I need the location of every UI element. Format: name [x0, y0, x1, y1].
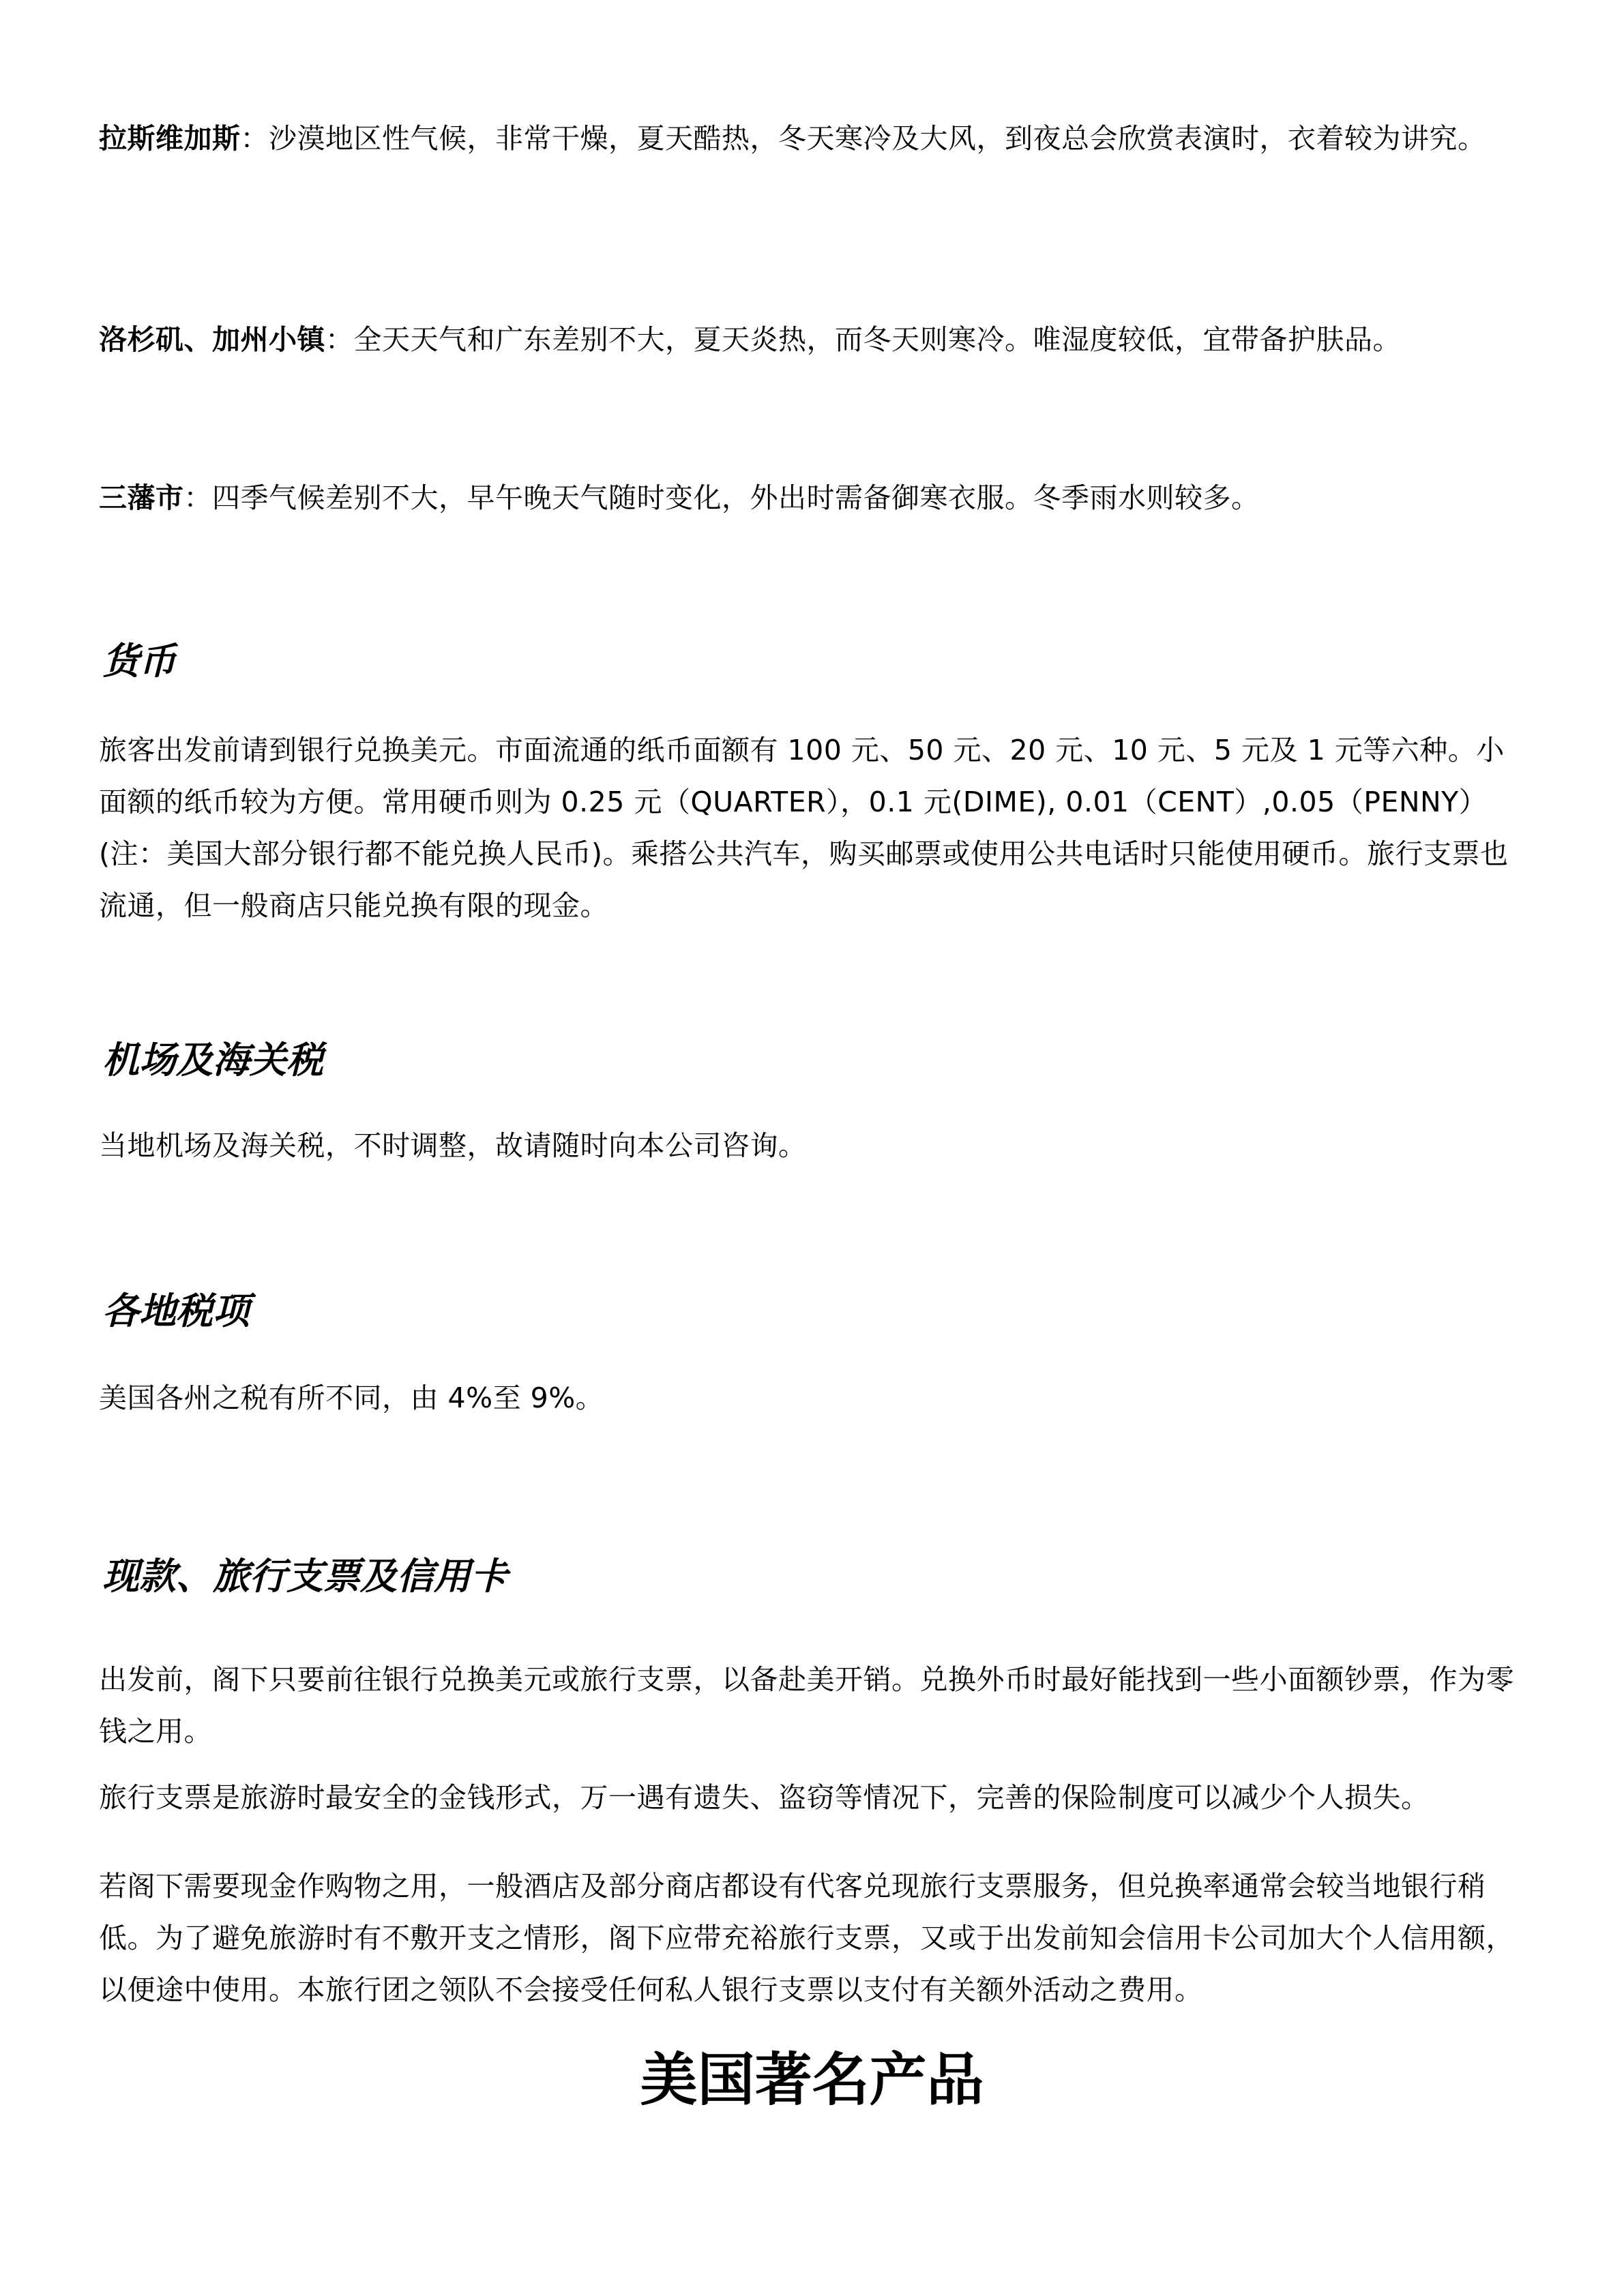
climate-los-angeles: [99, 314, 1524, 366]
city-name-las-vegas: 拉斯维加斯: [99, 122, 241, 155]
cash-cheques-paragraph-2: 旅行支票是旅游时最安全的金钱形式，万一遇有遗失、盗窃等情况下，完善的保险制度可以减少个人损失。: [99, 1781, 1430, 1814]
heading-cash-cheques: 现款、旅行支票及信用卡: [102, 1555, 507, 1598]
climate-text-los-angeles: ：全天天气和广东差别不大，夏天炎热，而冬天则寒冷。唯湿度较低，宜带备护肤品。: [325, 323, 1401, 356]
climate-las-vegas: [99, 113, 1524, 164]
heading-local-tax: 各地税项: [102, 1289, 250, 1332]
climate-text-san-francisco: ：四季气候差别不大，早午晚天气随时变化，外出时需备御寒衣服。冬季雨水则较多。: [183, 481, 1260, 514]
heading-airport-tax: 机场及海关税: [102, 1039, 323, 1082]
heading-currency: 货币: [102, 640, 176, 683]
local-tax-paragraph: 美国各州之税有所不同，由 4%至 9%。: [99, 1382, 604, 1414]
climate-san-francisco: [99, 472, 1524, 524]
cash-cheques-paragraph-1: 出发前，阁下只要前往银行兑换美元或旅行支票，以备赴美开销。兑换外币时最好能找到一些小面额钞票，作为零钱之用。: [99, 1663, 1514, 1748]
section-title-famous-products: 美国著名产品: [640, 2046, 984, 2113]
city-name-los-angeles: 洛杉矶、加州小镇: [99, 323, 325, 356]
currency-paragraph: 旅客出发前请到银行兑换美元。市面流通的纸币面额有 100 元、50 元、20 元、10 元、5 元及 1 元等六种。小面额的纸币较为方便。常用硬币则为 0.25 元（QUARTER），0.1 元(DIME), 0.01（CENT）,0.05（PENNY）(注：美国大部分银行都不能兑换人民币)。乘搭公共汽车，购买邮票或使用公共电话时只能使用硬币。旅行支票也流通，但一般商店只能兑换有限的现金。: [99, 734, 1509, 922]
climate-text-las-vegas: ：沙漠地区性气候，非常干燥，夏天酷热，冬天寒冷及大风，到夜总会欣赏表演时，衣着较为讲究。: [240, 122, 1486, 155]
airport-tax-paragraph: 当地机场及海关税，不时调整，故请随时向本公司咨询。: [99, 1129, 807, 1162]
cash-cheques-paragraph-3: 若阁下需要现金作购物之用，一般酒店及部分商店都设有代客兑现旅行支票服务，但兑换率通常会较当地银行稍低。为了避免旅游时有不敷开支之情形，阁下应带充裕旅行支票，又或于出发前知会信用卡公司加大个人信用额，以便途中使用。本旅行团之领队不会接受任何私人银行支票以支付有关额外活动之费用。: [99, 1870, 1514, 2006]
city-name-san-francisco: 三藩市: [99, 481, 184, 514]
